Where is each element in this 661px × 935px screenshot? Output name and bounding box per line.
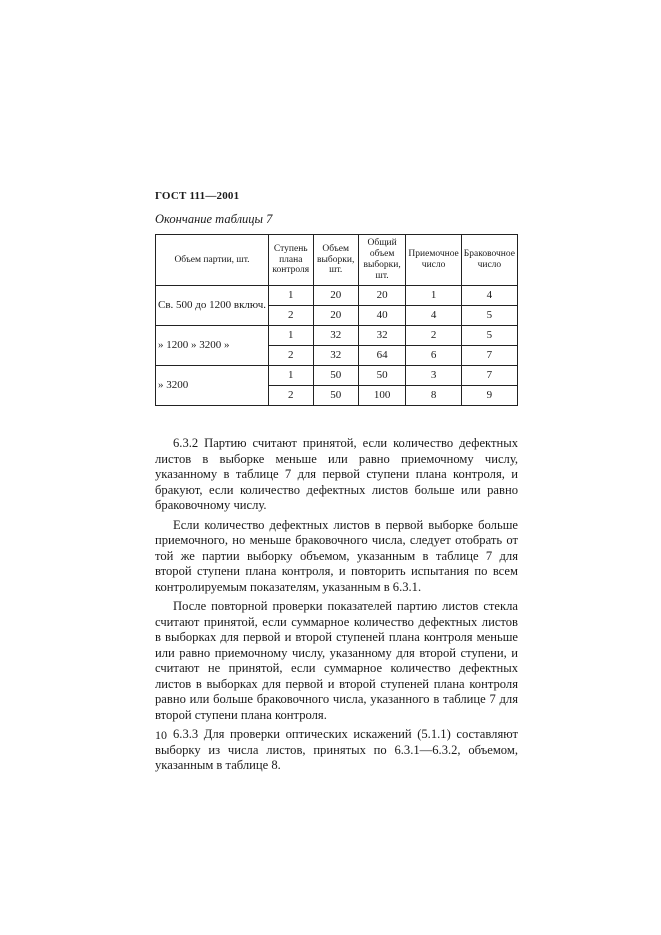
table-header-row [156, 235, 518, 286]
table-cell: 9 [461, 386, 517, 406]
table-row [156, 366, 518, 386]
table-cell: 50 [358, 366, 406, 386]
table-row [156, 326, 518, 346]
table-cell: 50 [313, 366, 358, 386]
table-cell: 3 [406, 366, 461, 386]
table-cell: 1 [269, 326, 314, 346]
table-cell: 32 [313, 346, 358, 366]
paragraph: Если количество дефектных листов в первой выборке больше приемочного, но меньше браковочного числа, следует отобрать от той же партии выборку объемом, указанным в таблице 7 для второй ступени плана контроля, и повторить испытания по всем контролируемым показателям, указанным в 6.3.1. [155, 517, 518, 594]
table-7 [155, 234, 518, 406]
paragraph: 6.3.3 Для проверки оптических искажений (5.1.1) составляют выборку из числа листов, принятых по 6.3.1—6.3.2, объемом, указанным в таблице 8. [155, 727, 518, 772]
table-cell: 20 [313, 306, 358, 326]
table-cell: 1 [269, 366, 314, 386]
table-cell: 20 [358, 286, 406, 306]
table-cell: 32 [313, 326, 358, 346]
table-cell: 2 [406, 326, 461, 346]
table-cell: 6 [406, 346, 461, 366]
table-cell: 8 [406, 386, 461, 406]
table-cell: 2 [269, 306, 314, 326]
table-cell: 40 [358, 306, 406, 326]
column-header: Ступень плана контроля [269, 235, 314, 286]
table-cell: 5 [461, 326, 517, 346]
table-cell: 1 [269, 286, 314, 306]
table-cell: 2 [269, 346, 314, 366]
page-number: 10 [155, 728, 167, 742]
lot-size-cell: » 1200 » 3200 » [156, 326, 269, 366]
table-cell: 64 [358, 346, 406, 366]
column-header: Браковочное число [461, 235, 517, 286]
table-row [156, 286, 518, 306]
table-cell: 50 [313, 386, 358, 406]
table-cell: 4 [461, 286, 517, 306]
column-header: Объем выборки, шт. [313, 235, 358, 286]
table-cell: 2 [269, 386, 314, 406]
column-header: Общий объем выборки, шт. [358, 235, 406, 286]
table-cell: 100 [358, 386, 406, 406]
table-cell: 7 [461, 346, 517, 366]
paragraph: После повторной проверки показателей партию листов стекла считают принятой, если суммарное количество дефектных листов в выборках для первой и второй ступеней плана контроля меньше или равно приемочному числу, указанному для второй ступени, и считают не принятой, если суммарное количество дефектных листов в выборках для первой и второй ступеней плана контроля равно или больше браковочного числа, указанного в таблице 7 для второй ступени плана контроля. [155, 599, 518, 722]
table-cell: 1 [406, 286, 461, 306]
column-header: Объем партии, шт. [156, 235, 269, 286]
table-cell: 20 [313, 286, 358, 306]
column-header: Приемочное число [406, 235, 461, 286]
table-cell: 4 [406, 306, 461, 326]
paragraph: 6.3.2 Партию считают принятой, если количество дефектных листов в выборке меньше или равно приемочному числу, указанному в таблице 7 для первой ступени плана контроля, и бракуют, если количество дефектных листов больше или равно браковочному числу. [155, 436, 518, 512]
table-cell: 7 [461, 366, 517, 386]
lot-size-cell: » 3200 [156, 366, 269, 406]
table-cell: 5 [461, 306, 517, 326]
lot-size-cell: Св. 500 до 1200 включ. [156, 286, 269, 326]
document-code: ГОСТ 111—2001 [155, 190, 240, 202]
body-text [155, 436, 518, 778]
table-caption: Окончание таблицы 7 [155, 212, 273, 226]
table-cell: 32 [358, 326, 406, 346]
